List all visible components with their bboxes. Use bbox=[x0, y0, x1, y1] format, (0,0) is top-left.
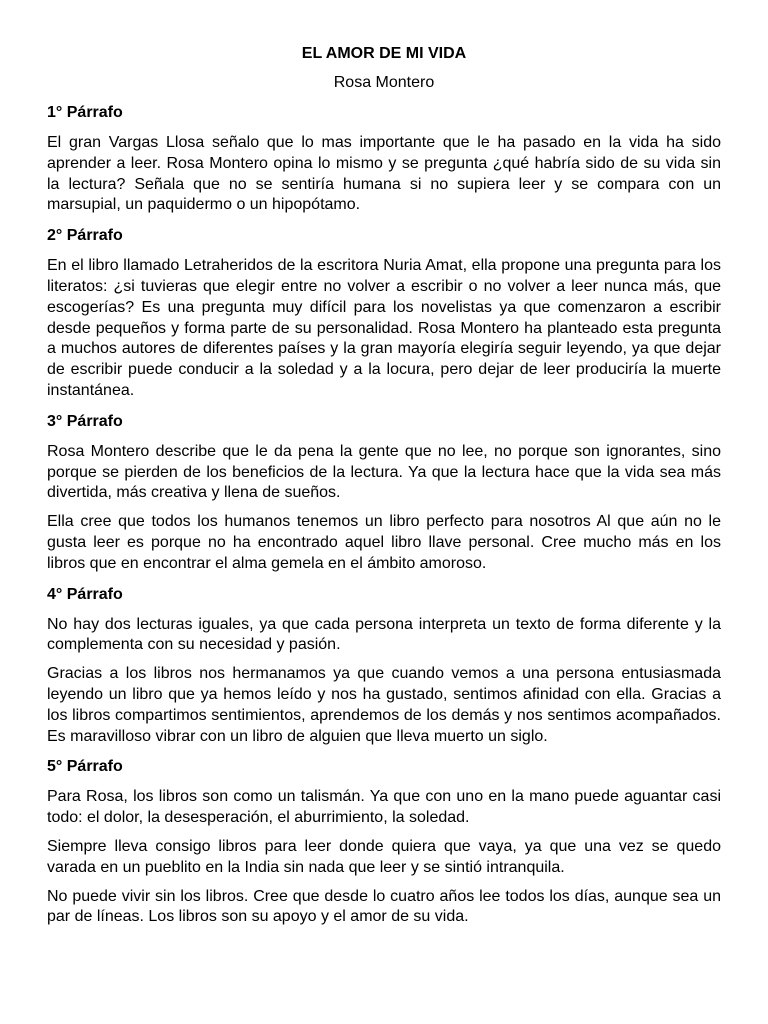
section-2 bbox=[47, 226, 721, 402]
paragraph: Gracias a los libros nos hermanamos ya que cuando vemos a una persona entusiasmada leyendo un libro que ya hemos leído y nos ha gustado, sentimos afinidad con ella. Gracias a los libros compartimos sentimientos, aprendemos de los demás y nos sentimos acompañados. Es maravilloso vibrar con un libro de alguien que lleva muerto un siglo. bbox=[47, 665, 721, 745]
paragraph: No puede vivir sin los libros. Cree que desde lo cuatro años lee todos los días, aunque sea un par de líneas. Los libros son su apoyo y el amor de su vida. bbox=[47, 887, 721, 926]
paragraph: Rosa Montero describe que le da pena la gente que no lee, no porque son ignorantes, sino porque se pierden de los beneficios de la lectura. Ya que la lectura hace que la vida sea más divertida, más creativa y llena de sueños. bbox=[47, 442, 721, 502]
paragraph: Ella cree que todos los humanos tenemos un libro perfecto para nosotros Al que aún no le gusta leer es porque no ha encontrado aquel libro llave personal. Cree mucho más en los libros que en encontrar el alma gemela en el ámbito amoroso. bbox=[47, 513, 721, 572]
section-5 bbox=[47, 757, 721, 928]
section-heading: 4° Párrafo bbox=[47, 585, 123, 603]
section-heading: 5° Párrafo bbox=[47, 758, 123, 776]
paragraph: El gran Vargas Llosa señalo que lo mas importante que le ha pasado en la vida ha sido aprender a leer. Rosa Montero opina lo mismo y se pregunta ¿qué habría sido de su vida sin la lectura? Señala que no se sentiría humana si no supiera leer y se compara con un marsupial, un paquidermo o un hipopótamo. bbox=[47, 134, 721, 214]
section-heading: 3° Párrafo bbox=[47, 412, 123, 430]
paragraph: No hay dos lecturas iguales, ya que cada persona interpreta un texto de forma diferente y la complementa con su necesidad y pasión. bbox=[47, 615, 721, 654]
section-heading: 1° Párrafo bbox=[47, 104, 123, 121]
section-4 bbox=[47, 585, 721, 748]
section-1 bbox=[47, 103, 721, 216]
document-author: Rosa Montero bbox=[333, 74, 435, 91]
section-3 bbox=[47, 412, 721, 575]
paragraph: En el libro llamado Letraheridos de la escritora Nuria Amat, ella propone una pregunta para los literatos: ¿si tuvieras que elegir entre no volver a escribir o no volver a leer nunca más, que escogerías? Es una pregunta muy difícil para los novelistas ya que comenzaron a escribir desde pequeños y forma parte de su personalidad. Rosa Montero ha planteado esta pregunta a muchos autores de diferentes países y la gran mayoría elegiría seguir leyendo, ya que dejar de escribir puede conducir a la soledad y a la locura, pero dejar de leer produciría la muerte instantánea. bbox=[47, 257, 721, 399]
paragraph: Para Rosa, los libros son como un talismán. Ya que con uno en la mano puede aguantar casi todo: el dolor, la desesperación, el aburrimiento, la soledad. bbox=[47, 788, 721, 827]
document-title: EL AMOR DE MI VIDA bbox=[301, 45, 467, 62]
paragraph: Siempre lleva consigo libros para leer donde quiera que vaya, ya que una vez se quedo varada en un pueblito en la India sin nada que leer y se sintió intranquila. bbox=[47, 837, 721, 876]
section-heading: 2° Párrafo bbox=[47, 227, 123, 245]
